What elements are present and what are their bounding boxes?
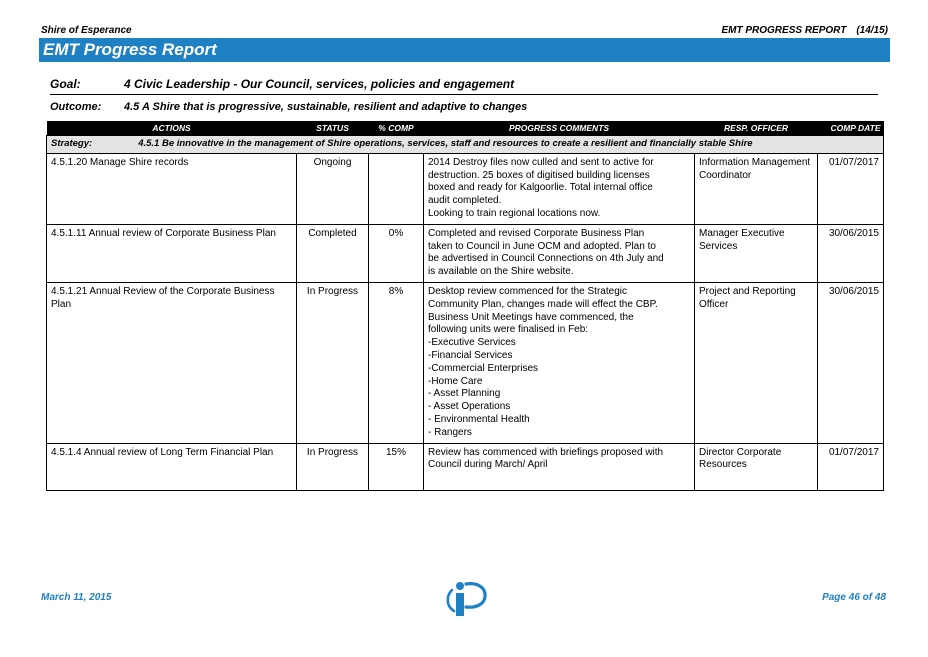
comment-line: - Environmental Health <box>428 413 530 425</box>
date-cell: 01/07/2017 <box>818 153 884 224</box>
action-cell: 4.5.1.20 Manage Shire records <box>47 153 297 224</box>
comp-cell: 0% <box>369 224 424 282</box>
comment-line: Business Unit Meetings have commenced, the <box>428 311 634 323</box>
comment-line: Council during March/ April <box>428 459 548 471</box>
status-cell: In Progress <box>297 443 369 490</box>
col-header-officer: RESP. OFFICER <box>695 121 818 136</box>
goal-text: 4 Civic Leadership - Our Council, services, policies and engagement <box>124 77 515 91</box>
date-cell: 01/07/2017 <box>818 443 884 490</box>
col-header-comments: PROGRESS COMMENTS <box>424 121 695 136</box>
comp-cell: 15% <box>369 443 424 490</box>
outcome-text: 4.5 A Shire that is progressive, sustainable, resilient and adaptive to changes <box>124 101 528 113</box>
comment-line: Completed and revised Corporate Business Plan <box>428 227 645 239</box>
officer-cell: Director Corporate Resources <box>695 443 818 490</box>
date-cell: 30/06/2015 <box>818 224 884 282</box>
strategy-cell <box>47 136 884 154</box>
table-row <box>47 443 884 490</box>
actions-table <box>46 121 884 491</box>
table-row <box>47 282 884 443</box>
comment-line: following units were finalised in Feb: <box>428 324 589 336</box>
comp-cell: 8% <box>369 282 424 443</box>
col-header-actions: ACTIONS <box>47 121 297 136</box>
goal-label: Goal: <box>50 77 81 91</box>
strategy-row <box>47 136 884 154</box>
date-cell: 30/06/2015 <box>818 282 884 443</box>
comment-line: boxed and ready for Kalgoorlie. Total internal office <box>428 182 653 194</box>
status-cell: Completed <box>297 224 369 282</box>
outcome-label: Outcome: <box>50 101 102 113</box>
strategy-text: 4.5.1 Be innovative in the management of Shire operations, services, staff and resources to create a resilient and financially stable Shire <box>138 138 753 149</box>
comments-cell <box>424 282 695 443</box>
col-header-date: COMP DATE <box>818 121 884 136</box>
footer-date: March 11, 2015 <box>41 592 112 603</box>
report-page-ref: (14/15) <box>856 25 888 36</box>
comment-line: -Home Care <box>428 375 483 387</box>
comment-line: be advertised in Council Connections on 4th July and <box>428 253 664 265</box>
comment-line: Desktop review commenced for the Strategic <box>428 285 627 297</box>
comment-line: is available on the Shire website. <box>428 266 574 278</box>
table-row <box>47 153 884 224</box>
comment-line: audit completed. <box>428 195 502 207</box>
col-header-comp: % COMP <box>369 121 424 136</box>
comment-line: Looking to train regional locations now. <box>428 207 601 219</box>
status-cell: In Progress <box>297 282 369 443</box>
table-header-row <box>47 121 884 136</box>
officer-cell: Information Management Coordinator <box>695 153 818 224</box>
comment-line: destruction. 25 boxes of digitised building licenses <box>428 169 650 181</box>
officer-cell: Manager Executive Services <box>695 224 818 282</box>
comment-line: - Rangers <box>428 426 472 438</box>
officer-cell: Project and Reporting Officer <box>695 282 818 443</box>
comments-cell <box>424 224 695 282</box>
comment-line: Review has commenced with briefings proposed with <box>428 446 664 458</box>
strategy-label: Strategy: <box>51 138 93 149</box>
report-title: EMT PROGRESS REPORT <box>721 25 847 36</box>
comment-line: - Asset Operations <box>428 401 511 413</box>
comment-line: - Asset Planning <box>428 388 501 400</box>
comment-line: 2014 Destroy files now culled and sent to active for <box>428 156 654 168</box>
action-cell: 4.5.1.21 Annual Review of the Corporate Business Plan <box>47 282 297 443</box>
comment-line: -Executive Services <box>428 337 516 349</box>
page-title: EMT Progress Report <box>43 40 217 59</box>
comments-cell <box>424 153 695 224</box>
shire-logo-icon <box>442 578 488 618</box>
col-header-status: STATUS <box>297 121 369 136</box>
report-header <box>711 25 888 36</box>
comments-cell <box>424 443 695 490</box>
status-cell: Ongoing <box>297 153 369 224</box>
comment-line: -Financial Services <box>428 349 513 361</box>
organization-name: Shire of Esperance <box>41 25 132 36</box>
goal-line <box>50 77 878 95</box>
action-cell: 4.5.1.11 Annual review of Corporate Business Plan <box>47 224 297 282</box>
comment-line: Community Plan, changes made will effect the CBP. <box>428 298 658 310</box>
title-banner <box>39 38 890 62</box>
footer-page-number: Page 46 of 48 <box>822 592 886 603</box>
comment-line: taken to Council in June OCM and adopted. Plan to <box>428 240 656 252</box>
comment-line: -Commercial Enterprises <box>428 362 539 374</box>
comp-cell <box>369 153 424 224</box>
table-row <box>47 224 884 282</box>
action-cell: 4.5.1.4 Annual review of Long Term Financial Plan <box>47 443 297 490</box>
